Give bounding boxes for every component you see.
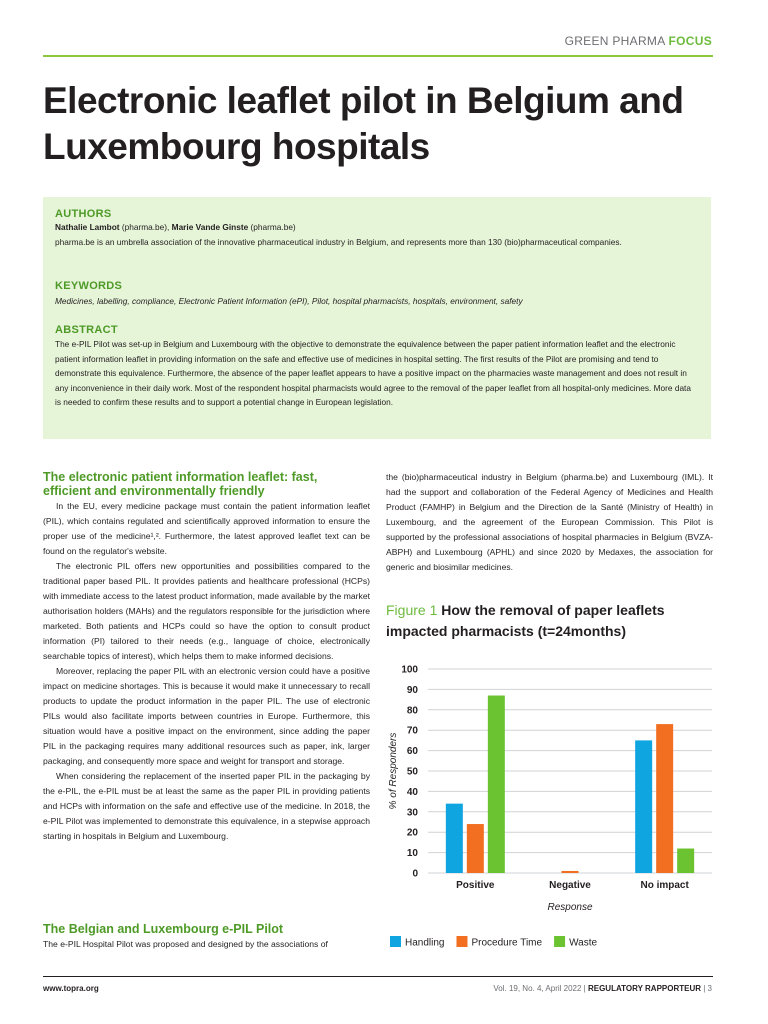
abstract-label: ABSTRACT	[55, 324, 118, 336]
footer-separator-1: |	[581, 984, 588, 993]
y-tick-label: 50	[406, 766, 418, 778]
y-tick-label: 60	[406, 746, 418, 758]
bar	[656, 724, 673, 873]
section-2-paragraph-1: The e-PIL Hospital Pilot was proposed and designed by the associations of	[43, 939, 328, 949]
bar	[635, 740, 652, 873]
y-axis-label: % of Responders	[388, 732, 399, 810]
legend-label: Procedure Time	[471, 937, 543, 949]
section-name: GREEN PHARMA	[564, 34, 665, 48]
x-tick-label: Negative	[549, 880, 591, 891]
author-2: Marie Vande Ginste	[171, 222, 249, 232]
x-axis-label: Response	[547, 902, 593, 913]
section-1-paragraph-3: Moreover, replacing the paper PIL with an electronic version could have a positive impact on medicine shortages. This is because it would make it unnecessary to recall products to update the product information in the paper PIL. The use of electronic PILs would also facilitate imports between countries in Europe. Furthermore, this situation would have a positive impact on the environment, since adding the paper PIL in the packaging requires many additional resources such as paper, ink, larger packaging, and consequently more space and weight for transport and storage.	[43, 666, 370, 766]
y-tick-label: 80	[406, 705, 418, 717]
section-header	[565, 34, 712, 48]
keywords-text: Medicines, labelling, compliance, Electronic Patient Information (ePI), Pilot, hospital pharmacists, hospitals, environment, safety	[55, 296, 523, 306]
figure-caption	[386, 600, 716, 642]
footer-issue-info	[493, 984, 712, 993]
left-column-text	[43, 499, 370, 844]
section-1-paragraph-2: The electronic PIL offers new opportunities and possibilities compared to the traditional paper based PIL. It provides patients and healthcare professional (HCPs) with immediate access to the latest product information, made available by the market authorisation holders (MAHs) and the regulators responsible for the jurisdiction where marketed. Both patients and HCPs could so have the option to consult product information (PI) tailored to their needs (e.g., language of choice, electronically searchable topics of interest), which helps them to make informed decisions.	[43, 561, 370, 661]
legend-label: Handling	[405, 937, 445, 949]
bar	[467, 824, 484, 873]
legend-swatch	[554, 936, 565, 947]
x-tick-label: Positive	[456, 880, 495, 891]
bar	[446, 804, 463, 873]
y-tick-label: 40	[406, 786, 418, 798]
header-divider	[43, 55, 713, 57]
legend-swatch	[390, 936, 401, 947]
y-tick-label: 100	[401, 664, 418, 676]
legend-label: Waste	[569, 937, 598, 949]
right-column-paragraph-1: the (bio)pharmaceutical industry in Belgium (pharma.be) and Luxembourg (IML). It had the support and collaboration of the Federal Agency of Medicines and Health Product (FAMHP) in Belgium and the Direction de la Santé (Ministry of Health) in Luxembourg, and the agreement of the European Commission. This Pilot is supported by the professional associations of hospital pharmacies in Belgium (BVZA-ABPH) and Luxembourg (APHL) and since 2020 by Medaxes, the association for generic and biosimilar medicines.	[386, 472, 713, 572]
section-2-heading: The Belgian and Luxembourg e-PIL Pilot	[43, 922, 284, 936]
y-tick-label: 30	[406, 807, 418, 819]
x-tick-label: No impact	[640, 880, 689, 891]
footer-journal: REGULATORY RAPPORTEUR	[587, 984, 702, 993]
section-focus: FOCUS	[668, 34, 712, 48]
y-tick-label: 70	[406, 725, 418, 737]
figure-title: How the removal of paper leaflets impacted pharmacists (t=24months)	[386, 602, 665, 639]
bar-chart	[384, 660, 718, 956]
figure-label: Figure 1	[386, 602, 438, 618]
bar	[488, 696, 505, 873]
y-tick-label: 20	[406, 827, 418, 839]
section-1-paragraph-4: When considering the replacement of the inserted paper PIL in the packaging by the e-PIL, the e-PIL must be at least the same as the paper PIL in providing patients and HCPs with information on the safe and effective use of the medicine. In 2018, the e-PIL Pilot was implemented to demonstrate this equivalence, in a stepwise approach starting in hospitals in Belgium and Luxembourg.	[43, 771, 370, 841]
legend-swatch	[456, 936, 467, 947]
footer-website: www.topra.org	[43, 984, 99, 993]
bar	[562, 871, 579, 873]
keywords-label: KEYWORDS	[55, 280, 123, 292]
article-summary-box	[43, 197, 711, 439]
section-2-text	[43, 937, 370, 952]
affiliation-text: pharma.be is an umbrella association of the innovative pharmaceutical industry in Belgium, and represents more than 130 (bio)pharmaceutical companies.	[55, 236, 622, 247]
authors-label: AUTHORS	[55, 208, 112, 220]
y-tick-label: 90	[406, 684, 418, 696]
footer-divider	[43, 976, 713, 977]
footer-issue: Vol. 19, No. 4, April 2022	[493, 984, 582, 993]
abstract-text: The e-PIL Pilot was set-up in Belgium and Luxembourg with the objective to demonstrate the equivalence between the paper patient information leaflet and the electronic patient information leaflet in providing information on the safe and effective use of medicines in hospital setting. The first results of the Pilot are promising and tend to demonstrate this equivalence. Furthermore, the absence of the paper leaflet appears to have a positive impact on the pharmacies waste management and does not result in any inconvenience in their daily work. Most of the respondent hospital pharmacists would agree to the removal of the paper leaflet from all hospital-only medicines. More data is needed to confirm these results and to support a potential change in European legislation.	[55, 339, 691, 407]
footer-page-number: 3	[707, 984, 712, 993]
author-1: Nathalie Lambot	[55, 222, 120, 232]
y-tick-label: 0	[412, 868, 418, 880]
article-title: Electronic leaflet pilot in Belgium and Luxembourg hospitals	[43, 80, 684, 167]
author-2-org: (pharma.be)	[248, 222, 296, 232]
authors-text	[55, 220, 695, 249]
author-1-org: (pharma.be),	[119, 222, 172, 232]
bar	[677, 849, 694, 873]
y-tick-label: 10	[406, 848, 418, 860]
right-column-text	[386, 470, 713, 575]
section-1-heading: The electronic patient information leaflet: fast, efficient and environmentally friendly	[43, 470, 318, 498]
section-1-paragraph-1: In the EU, every medicine package must contain the patient information leaflet (PIL), which contains regulated and scientifically approved information to ensure the proper use of the medicine¹,². Furthermore, the latest approved leaflet text can be found on the regulator's website.	[43, 501, 370, 556]
footer-separator-2: |	[701, 984, 708, 993]
